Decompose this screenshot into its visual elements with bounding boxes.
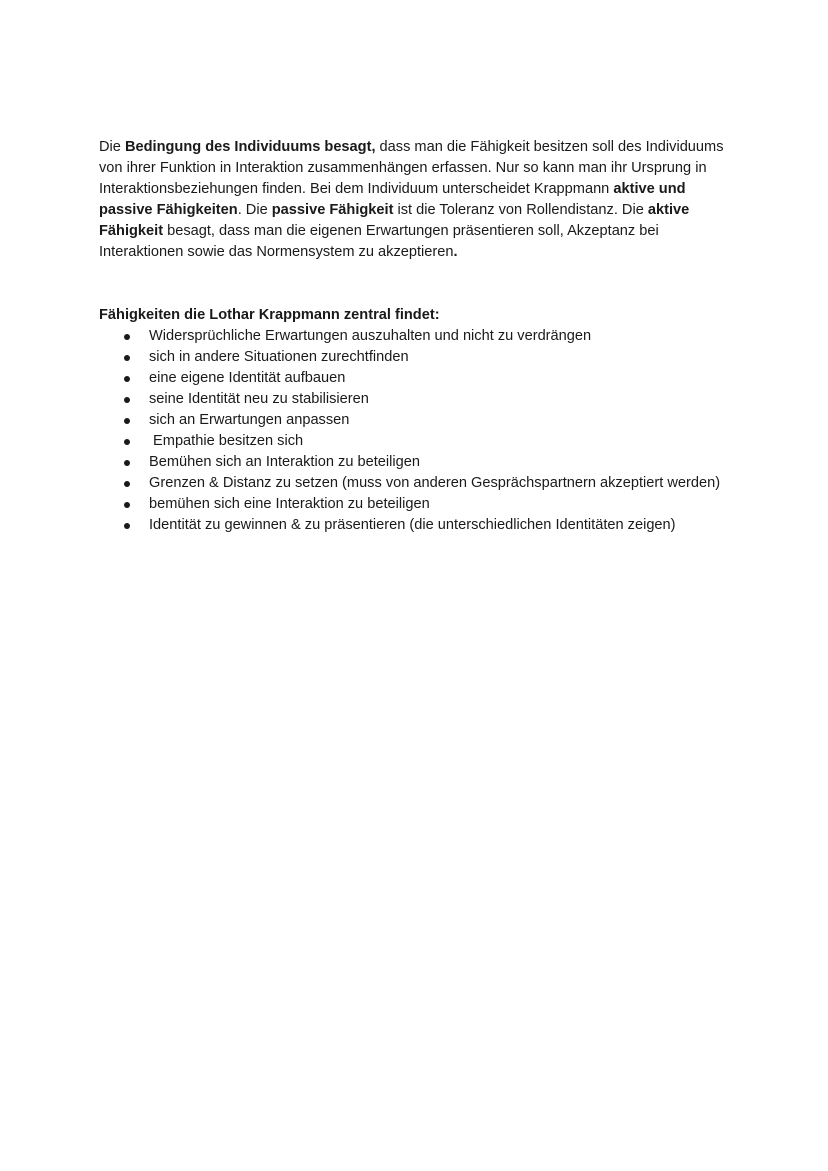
bullet-icon [124,502,130,508]
list-item-text: Widersprüchliche Erwartungen auszuhalten und nicht zu verdrängen [149,328,592,344]
list-item [99,494,739,515]
intro-paragraph [99,137,739,263]
paragraph-run-bold: aktive und passive Fähigkeiten [99,181,686,218]
bullet-icon [124,439,130,445]
list-item [99,389,739,410]
bullet-icon [124,397,130,403]
bullet-icon [124,481,130,487]
list-item-text: Bemühen sich an Interaktion zu beteiligen [149,454,420,470]
paragraph-run: Die [99,139,125,155]
list-item-text: seine Identität neu zu stabilisieren [149,391,369,407]
abilities-list [99,326,739,536]
list-item [99,473,739,494]
list-item [99,410,739,431]
paragraph-run: besagt, dass man die eigenen Erwartungen präsentieren soll, Akzeptanz bei Interaktionen sowie das Normensystem zu akzeptieren [99,223,659,260]
list-item [99,452,739,473]
list-item [99,431,739,452]
paragraph-run-bold: . [453,244,458,260]
bullet-icon [124,418,130,424]
list-item-text: sich in andere Situationen zurechtfinden [149,349,409,365]
list-item [99,368,739,389]
paragraph-run: dass man die Fähigkeit besitzen soll des Individuums von ihrer Funktion in Interaktion zusammenhängen erfassen. Nur so kann man ihr Ursprung in Interaktionsbeziehungen finden. Bei dem Individuum unterscheidet Krappmann [99,139,724,197]
bullet-icon [124,376,130,382]
list-item-text: sich an Erwartungen anpassen [149,412,350,428]
bullet-icon [124,355,130,361]
list-item [99,515,739,536]
bullet-icon [124,523,130,529]
section-heading: Fähigkeiten die Lothar Krappmann zentral findet: [99,307,440,323]
list-item-text: eine eigene Identität aufbauen [149,370,346,386]
list-item-text: Empathie besitzen sich [149,433,304,449]
paragraph-run-bold: passive Fähigkeit [271,202,394,218]
list-item [99,326,739,347]
bullet-icon [124,460,130,466]
paragraph-run: ist die Toleranz von Rollendistanz. Die [393,202,648,218]
list-item-text: Grenzen & Distanz zu setzen (muss von anderen Gesprächspartnern akzeptiert werden) [149,475,721,491]
list-item-text: Identität zu gewinnen & zu präsentieren (die unterschiedlichen Identitäten zeigen) [149,517,676,533]
paragraph-run-bold: aktive Fähigkeit [99,202,690,239]
paragraph-run: . Die [237,202,272,218]
list-item-text: bemühen sich eine Interaktion zu beteiligen [149,496,430,512]
document-content [99,137,739,536]
bullet-icon [124,334,130,340]
paragraph-run-bold: Bedingung des Individuums besagt, [124,139,376,155]
list-item [99,347,739,368]
